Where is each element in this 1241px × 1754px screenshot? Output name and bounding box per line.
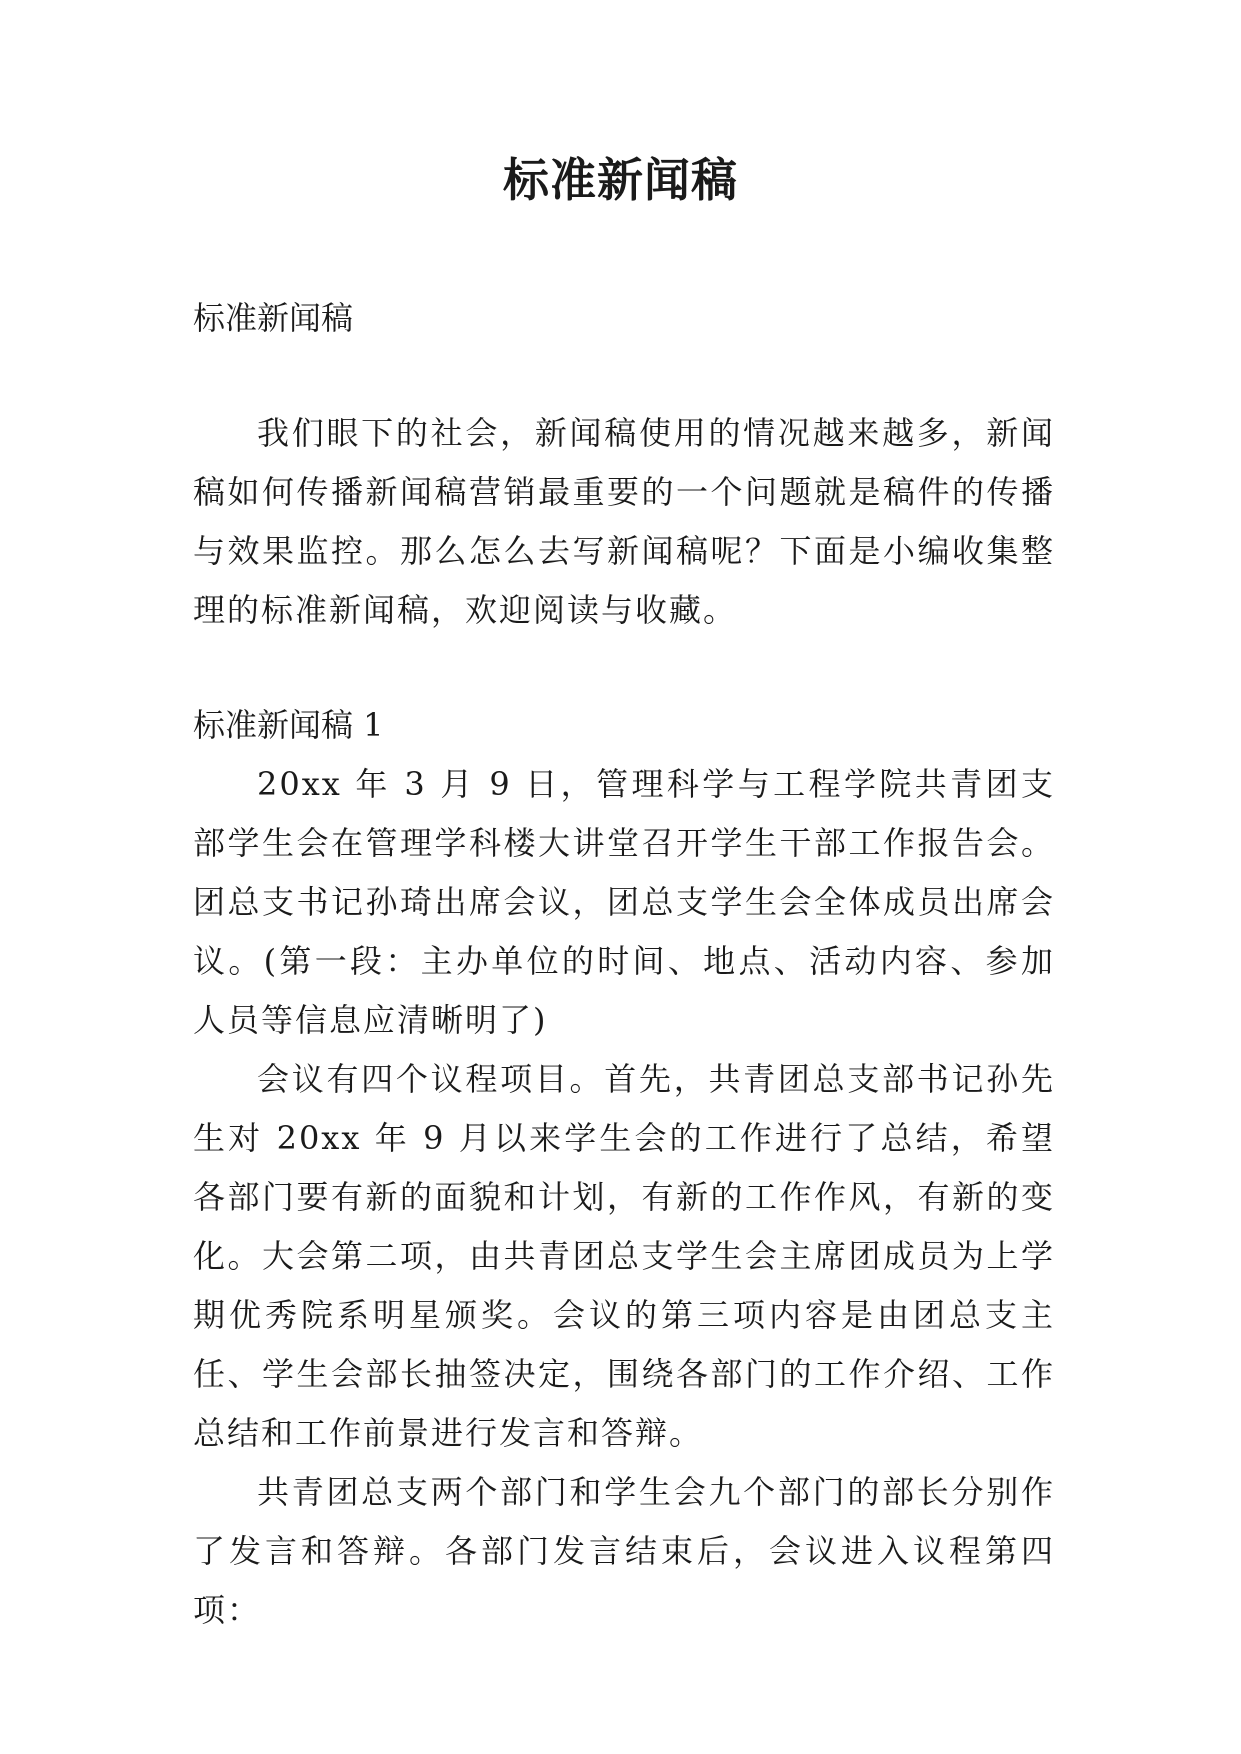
document-title: 标准新闻稿 xyxy=(503,153,738,207)
intro-paragraph: 我们眼下的社会，新闻稿使用的情况越来越多，新闻稿如何传播新闻稿营销最重要的一个问题就是稿件的传播与效果监控。那么怎么去写新闻稿呢？下面是小编收集整理的标准新闻稿，欢迎阅读与收藏。 xyxy=(193,414,1055,629)
body-paragraph: 共青团总支两个部门和学生会九个部门的部长分别作了发言和答辩。各部门发言结束后，会议进入议程第四项： xyxy=(193,1473,1055,1629)
document-body xyxy=(193,288,1055,1640)
body-paragraph: 会议有四个议程项目。首先，共青团总支部书记孙先生对 20xx 年 9 月以来学生会的工作进行了总结，希望各部门要有新的面貌和计划，有新的工作作风，有新的变化。大会第二项，由共青团总支学生会主席团成员为上学期优秀院系明星颁奖。会议的第三项内容是由团总支主任、学生会部长抽签决定，围绕各部门的工作介绍、工作总结和工作前景进行发言和答辩。 xyxy=(193,1060,1055,1452)
body-paragraph: 20xx 年 3 月 9 日，管理科学与工程学院共青团支部学生会在管理学科楼大讲堂召开学生干部工作报告会。团总支书记孙琦出席会议，团总支学生会全体成员出席会议。(第一段：主办单位的时间、地点、活动内容、参加人员等信息应清晰明了) xyxy=(193,765,1055,1039)
document-subtitle: 标准新闻稿 xyxy=(193,299,354,337)
section-title: 标准新闻稿 1 xyxy=(193,706,384,744)
